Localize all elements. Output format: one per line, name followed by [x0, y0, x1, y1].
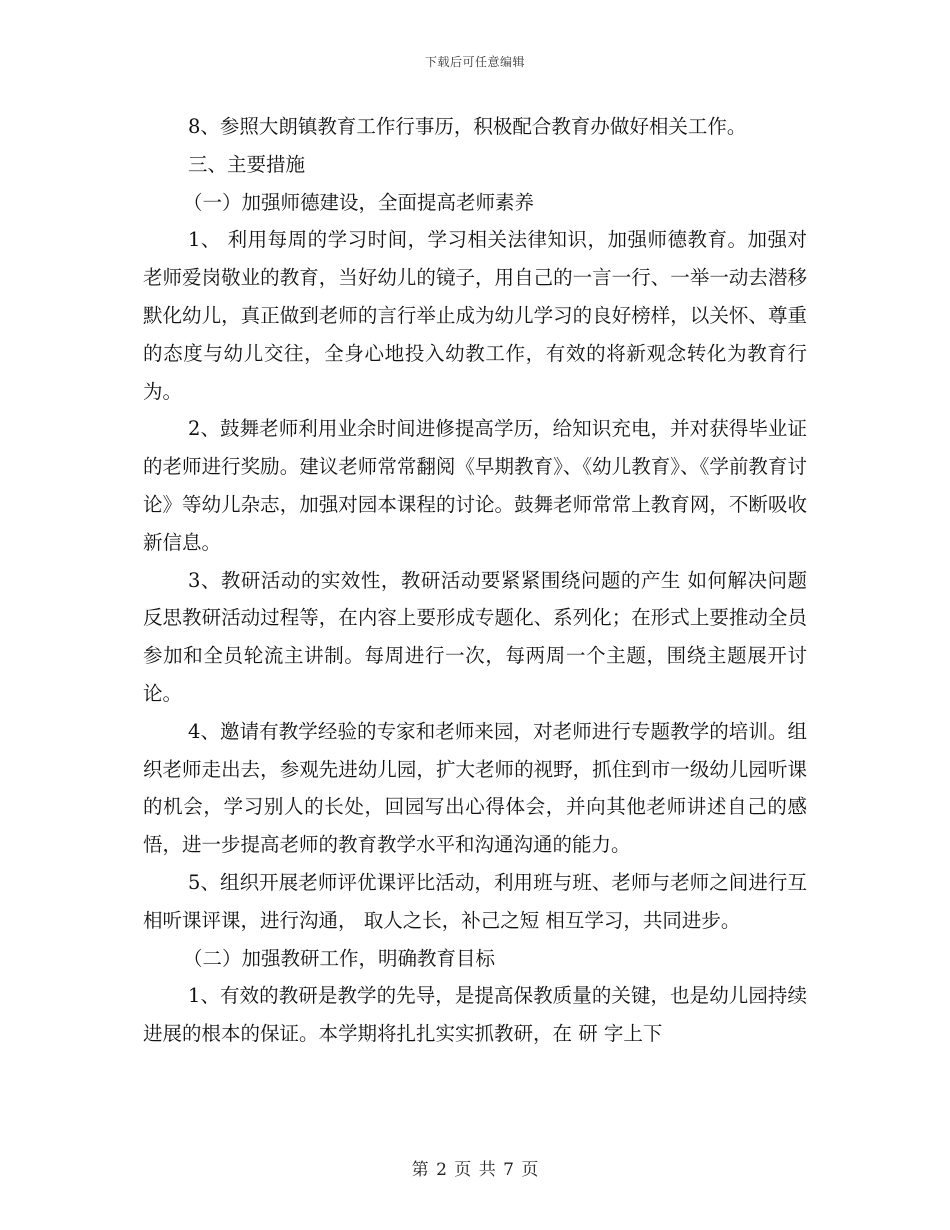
subsection-heading-1: （一）加强师德建设，全面提高老师素养 — [183, 190, 535, 214]
page-number: 第 2 页 共 7 页 — [411, 1160, 539, 1180]
paragraph-item-3: 3、教研活动的实效性，教研活动要紧紧围绕问题的产生 如何解决问题 反思教研活动过程等，在内容上要形成专题化、系列化；在形式上要推动全员参加和全员轮流主讲制。每周进行一次，每两周一个主题，围绕主题展开讨论。 — [143, 568, 807, 705]
subsection-heading-2: （二）加强教研工作，明确教育目标 — [183, 946, 496, 970]
paragraph-item-1: 1、 利用每周的学习时间，学习相关法律知识，加强师德教育。加强对老师爱岗敬业的教育，当好幼儿的镜子，用自己的一言一行、一举一动去潜移默化幼儿，真正做到老师的言行举止成为幼儿学习的良好榜样，以关怀、尊重的态度与幼儿交往，全身心地投入幼教工作，有效的将新观念转化为教育行为。 — [143, 228, 807, 403]
paragraph-item-4: 4、邀请有教学经验的专家和老师来园，对老师进行专题教学的培训。组织老师走出去，参观先进幼儿园，扩大老师的视野，抓住到市一级幼儿园听课的机会，学习别人的长处，回园写出心得体会，并向其他老师讲述自己的感悟，进一步提高老师的教育教学水平和沟通沟通的能力。 — [143, 719, 807, 857]
paragraph-8: 8、参照大朗镇教育工作行事历，积极配合教育办做好相关工作。 — [188, 115, 747, 138]
paragraph-item-2: 2、鼓舞老师利用业余时间进修提高学历，给知识充电，并对获得毕业证的老师进行奖励。建议老师常常翻阅《早期教育》、《幼儿教育》、《学前教育讨论》等幼儿杂志，加强对园本课程的讨论。鼓舞老师常常上教育网，不断吸收新信息。 — [143, 417, 807, 554]
document-body — [143, 108, 807, 1053]
section-heading-3: 三、主要措施 — [188, 152, 306, 176]
page-header-note: 下载后可任意编辑 — [424, 55, 525, 69]
paragraph-item-5: 5、组织开展老师评优课评比活动，利用班与班、老师与老师之间进行互相听课评课，进行沟通， 取人之长，补己之短 相互学习，共同进步。 — [143, 870, 807, 932]
paragraph-item-6: 1、有效的教研是教学的先导，是提高保教质量的关键，也是幼儿园持续进展的根本的保证。本学期将扎扎实实抓教研，在 研 字上下 — [143, 984, 807, 1046]
